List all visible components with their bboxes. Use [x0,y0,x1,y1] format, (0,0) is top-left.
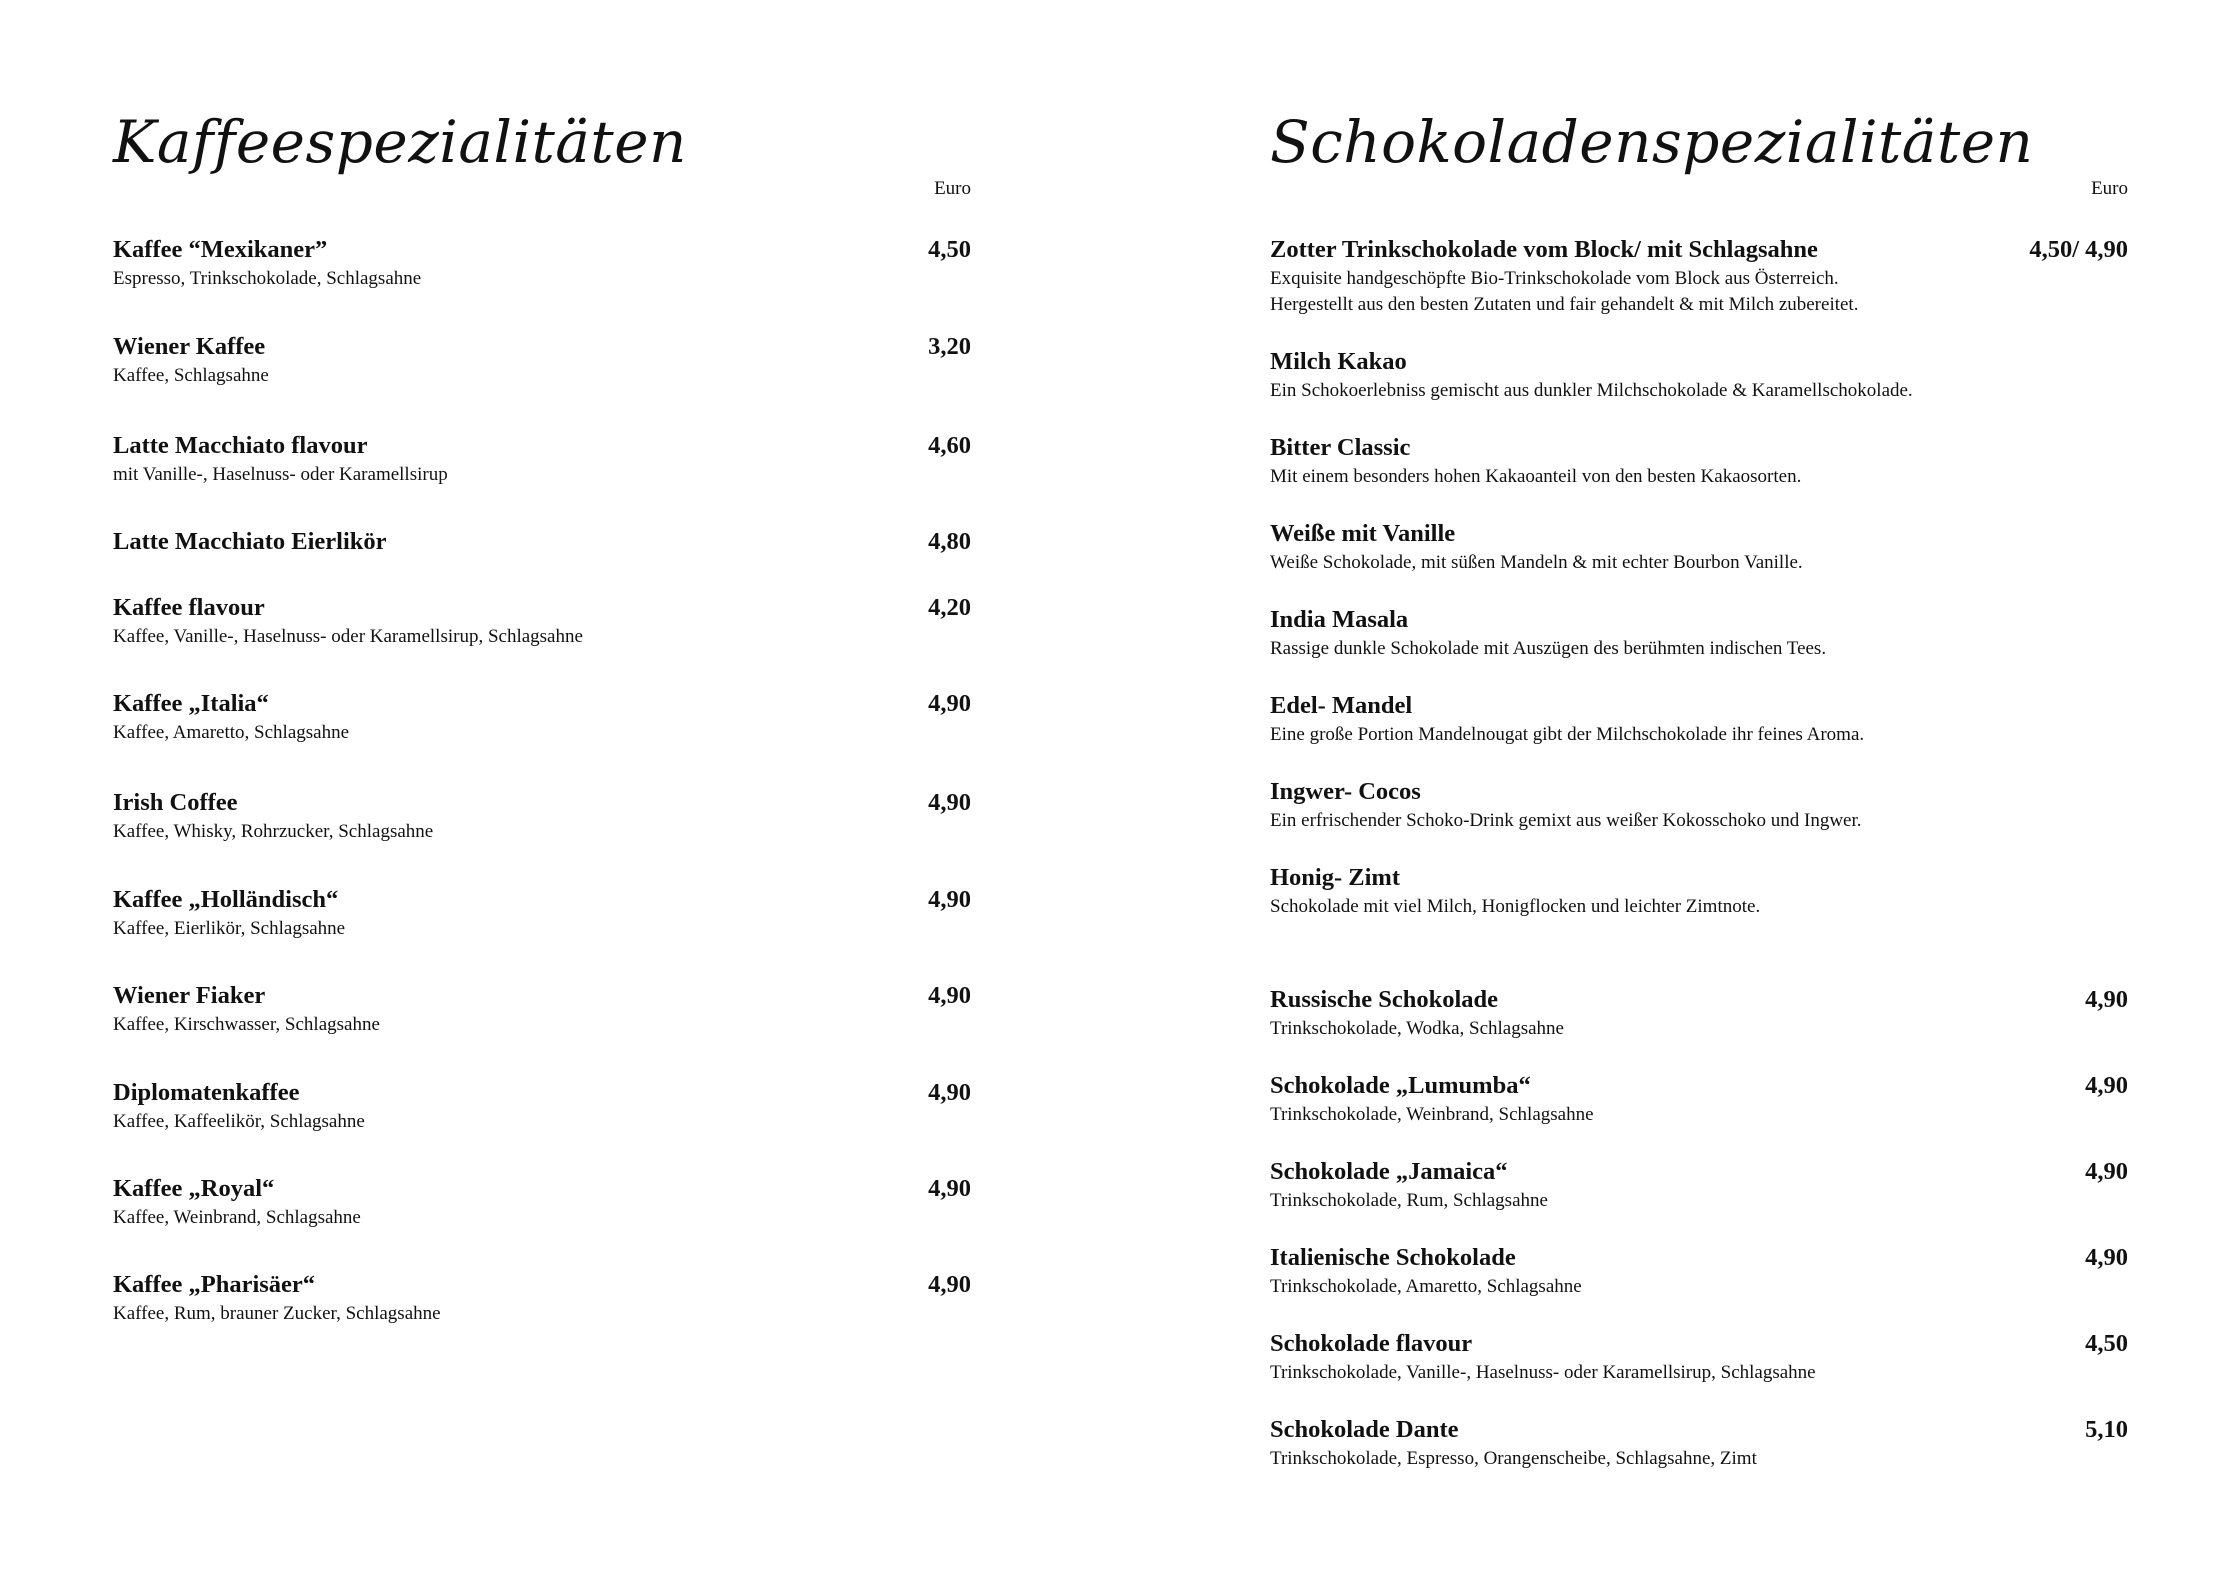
menu-item [113,1270,971,1327]
item-name: India Masala [1270,606,1409,633]
menu-item [113,981,971,1038]
item-name: Edel- Mandel [1270,692,1413,719]
item-description: Kaffee, Schlagsahne [113,365,269,386]
item-description: Trinkschokolade, Weinbrand, Schlagsahne [1270,1104,1594,1125]
item-description: Kaffee, Weinbrand, Schlagsahne [113,1207,361,1228]
item-name: Kaffee “Mexikaner” [113,236,328,263]
item-description: Trinkschokolade, Wodka, Schlagsahne [1270,1018,1564,1039]
item-description: Trinkschokolade, Espresso, Orangenscheibe, Schlagsahne, Zimt [1270,1448,1757,1469]
item-name: Italienische Schokolade [1270,1244,1516,1271]
item-description: Kaffee, Whisky, Rohrzucker, Schlagsahne [113,821,434,842]
item-description: Weiße Schokolade, mit süßen Mandeln & mit echter Bourbon Vanille. [1270,552,1803,573]
item-name: Bitter Classic [1270,434,1411,461]
item-price: 4,90 [928,1175,971,1202]
item-price: 4,90 [928,1079,971,1106]
menu-item [113,235,971,292]
item-description: Ein Schokoerlebniss gemischt aus dunkler Milchschokolade & Karamellschokolade. [1270,380,1913,401]
menu-item [113,431,971,488]
menu-item [113,1174,971,1231]
menu-item [1270,985,2128,1042]
item-description: Kaffee, Rum, brauner Zucker, Schlagsahne [113,1303,441,1324]
item-price: 4,50 [2085,1330,2128,1357]
item-name: Kaffee „Pharisäer“ [113,1271,316,1298]
menu-item [1270,347,2128,404]
menu-item [1270,1243,2128,1300]
item-description: mit Vanille-, Haselnuss- oder Karamellsirup [113,464,448,485]
item-name: Schokolade flavour [1270,1330,1473,1357]
item-price: 4,60 [928,432,971,459]
item-name: Irish Coffee [113,789,238,816]
item-description: Trinkschokolade, Vanille-, Haselnuss- oder Karamellsirup, Schlagsahne [1270,1362,1816,1383]
item-name: Honig- Zimt [1270,864,1400,891]
menu-item [1270,235,2128,318]
item-name: Russische Schokolade [1270,986,1499,1013]
menu-item [113,527,971,557]
item-description: Trinkschokolade, Rum, Schlagsahne [1270,1190,1548,1211]
item-price: 4,50 [928,236,971,263]
item-description: Exquisite handgeschöpfte Bio-Trinkschokolade vom Block aus Österreich. [1270,268,1839,289]
coffee-section-title: Kaffeespezialitäten [113,108,687,176]
item-description: Kaffee, Eierlikör, Schlagsahne [113,918,346,939]
item-description: Trinkschokolade, Amaretto, Schlagsahne [1270,1276,1582,1297]
menu-item [1270,863,2128,920]
item-name: Milch Kakao [1270,348,1407,375]
item-name: Kaffee „Italia“ [113,690,269,717]
item-price: 4,80 [928,528,971,555]
item-price: 4,90 [2085,986,2128,1013]
item-price: 4,90 [928,982,971,1009]
menu-item [1270,777,2128,834]
item-name: Wiener Kaffee [113,333,266,360]
menu-item [113,332,971,389]
item-description: Mit einem besonders hohen Kakaoanteil von den besten Kakaosorten. [1270,466,1802,487]
item-price: 4,90 [2085,1072,2128,1099]
item-price: 4,90 [928,789,971,816]
item-price: 5,10 [2085,1416,2128,1443]
item-name: Kaffee „Royal“ [113,1175,275,1202]
menu-item [113,885,971,942]
item-name: Schokolade „Jamaica“ [1270,1158,1508,1185]
chocolate-section-title: Schokoladenspezialitäten [1270,108,2034,176]
item-price: 4,20 [928,594,971,621]
item-description: Ein erfrischender Schoko-Drink gemixt aus weißer Kokosschoko und Ingwer. [1270,810,1862,831]
menu-item [1270,1071,2128,1128]
menu-item [113,593,971,650]
item-name: Kaffee flavour [113,594,265,621]
menu-item [113,1078,971,1135]
chocolate-currency-label: Euro [2091,178,2128,199]
menu-item [1270,519,2128,576]
item-name: Latte Macchiato Eierlikör [113,528,387,555]
item-price: 4,90 [2085,1244,2128,1271]
item-price: 4,90 [928,886,971,913]
item-price: 3,20 [928,333,971,360]
item-description: Espresso, Trinkschokolade, Schlagsahne [113,268,422,289]
item-description: Hergestellt aus den besten Zutaten und fair gehandelt & mit Milch zubereitet. [1270,294,1859,315]
menu-item [1270,1415,2128,1472]
item-description: Eine große Portion Mandelnougat gibt der Milchschokolade ihr feines Aroma. [1270,724,1865,745]
menu-item [1270,605,2128,662]
item-description: Kaffee, Vanille-, Haselnuss- oder Karamellsirup, Schlagsahne [113,626,583,647]
item-name: Schokolade „Lumumba“ [1270,1072,1531,1099]
item-description: Schokolade mit viel Milch, Honigflocken und leichter Zimtnote. [1270,896,1761,917]
item-price: 4,90 [2085,1158,2128,1185]
menu-item [113,788,971,845]
coffee-currency-label: Euro [934,178,971,199]
item-name: Kaffee „Holländisch“ [113,886,339,913]
menu-item [1270,433,2128,490]
item-price: 4,50/ 4,90 [2029,236,2128,263]
item-description: Kaffee, Kaffeelikör, Schlagsahne [113,1111,365,1132]
item-price: 4,90 [928,1271,971,1298]
menu-item [1270,691,2128,748]
item-name: Ingwer- Cocos [1270,778,1421,805]
item-name: Diplomatenkaffee [113,1079,300,1106]
item-name: Weiße mit Vanille [1270,520,1456,547]
item-name: Schokolade Dante [1270,1416,1459,1443]
item-description: Rassige dunkle Schokolade mit Auszügen des berühmten indischen Tees. [1270,638,1827,659]
item-description: Kaffee, Kirschwasser, Schlagsahne [113,1014,380,1035]
item-description: Kaffee, Amaretto, Schlagsahne [113,722,350,743]
menu-item [1270,1157,2128,1214]
menu-item [1270,1329,2128,1386]
item-name: Wiener Fiaker [113,982,266,1009]
item-name: Zotter Trinkschokolade vom Block/ mit Schlagsahne [1270,236,1818,263]
menu-item [113,689,971,746]
item-price: 4,90 [928,690,971,717]
item-name: Latte Macchiato flavour [113,432,368,459]
